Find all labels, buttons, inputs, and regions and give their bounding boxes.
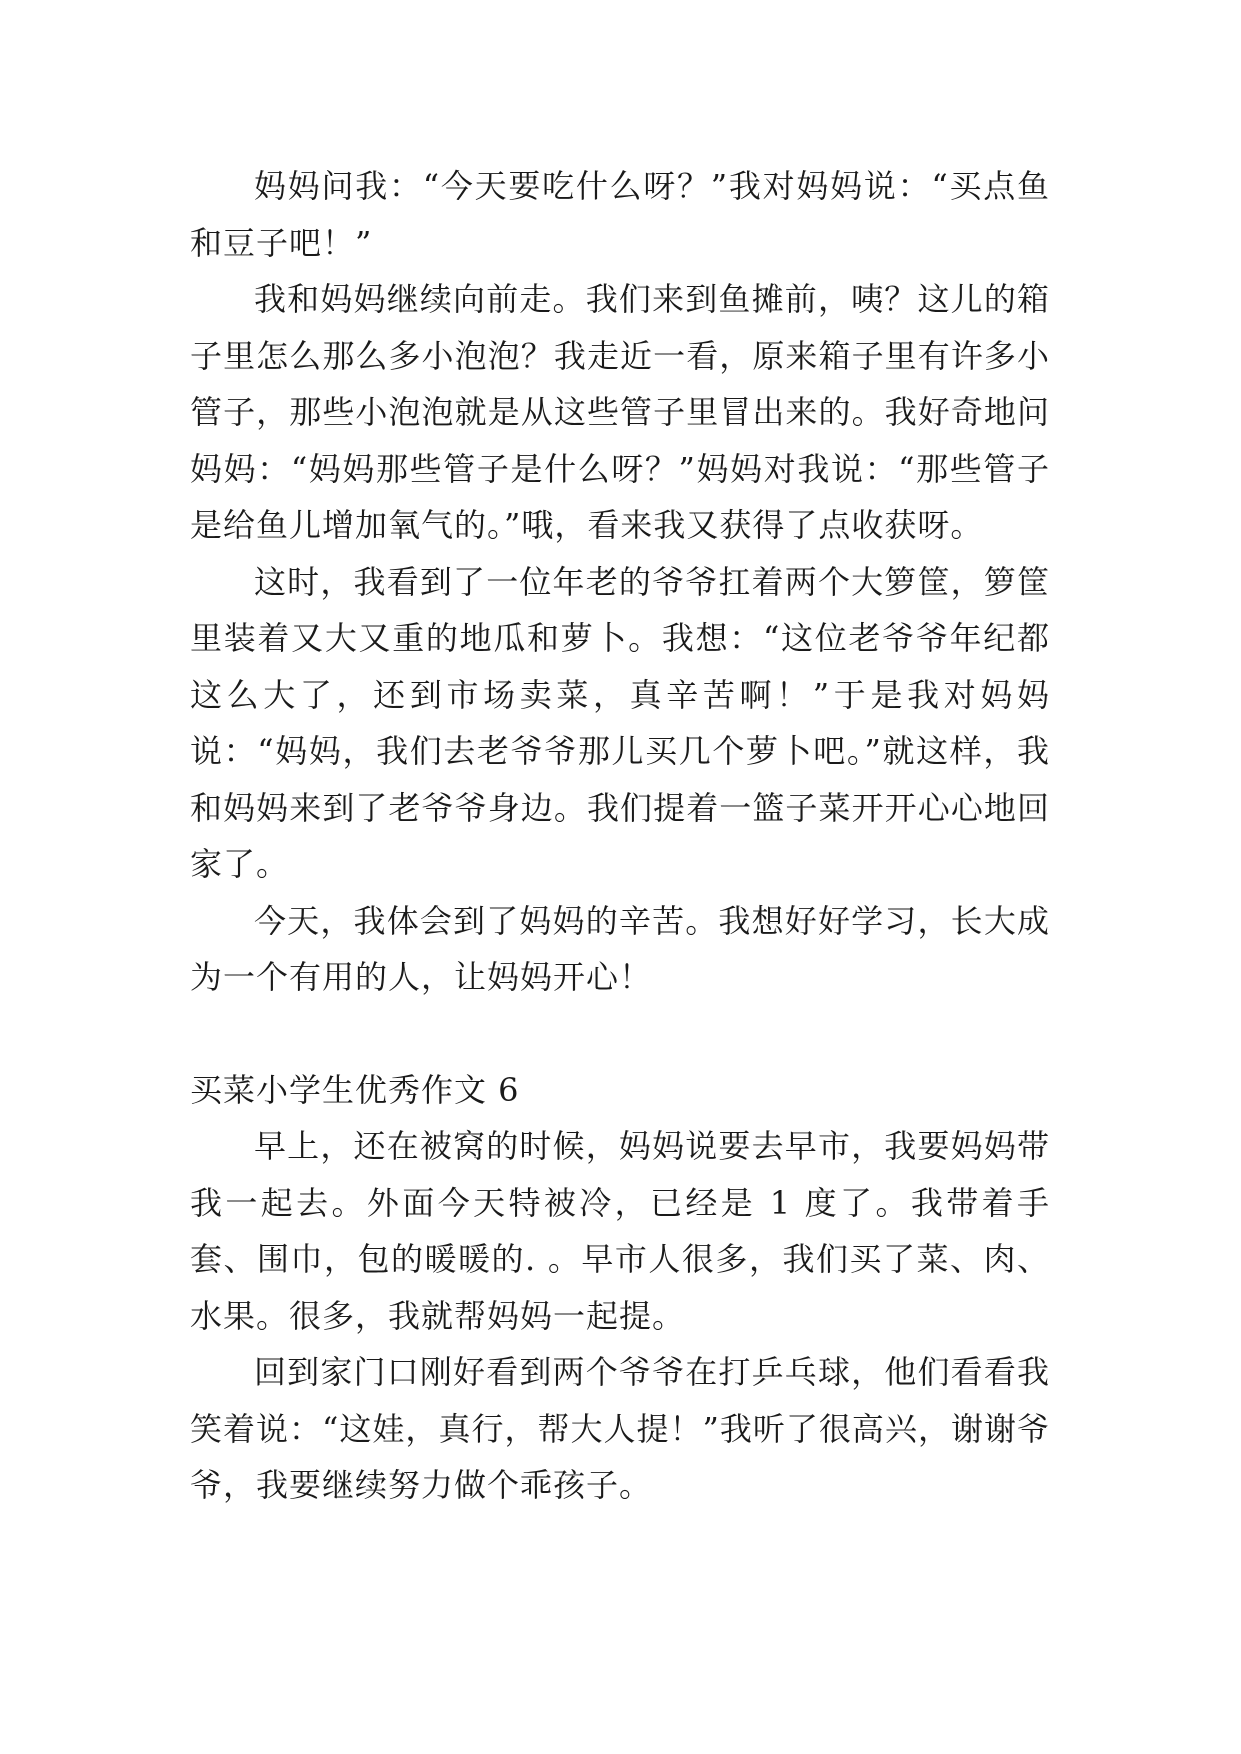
paragraph-conclusion: 今天，我体会到了妈妈的辛苦。我想好好学习，长大成为一个有用的人，让妈妈开心！ xyxy=(190,901,1050,996)
paragraph-mom-asks: 妈妈问我：“今天要吃什么呀？”我对妈妈说：“买点鱼和豆子吧！” xyxy=(190,167,1050,262)
section-title: 买菜小学生优秀作文 6 xyxy=(190,1070,520,1109)
paragraph-fish-stall: 我和妈妈继续向前走。我们来到鱼摊前，咦？这儿的箱子里怎么那么多小泡泡？我走近一看，原来箱子里有许多小管子，那些小泡泡就是从这些管子里冒出来的。我好奇地问妈妈：“妈妈那些管子是什么呀？”妈妈对我说：“那些管子是给鱼儿增加氧气的。”哦，看来我又获得了点收获呀。 xyxy=(190,280,1050,544)
paragraph-ping-pong: 回到家门口刚好看到两个爷爷在打乒乓球，他们看看我笑着说：“这娃，真行，帮大人提！”我听了很高兴，谢谢爷爷，我要继续努力做个乖孩子。 xyxy=(190,1353,1050,1504)
paragraph-old-grandpa: 这时，我看到了一位年老的爷爷扛着两个大箩筐，箩筐里装着又大又重的地瓜和萝卜。我想：“这位老爷爷年纪都这么大了，还到市场卖菜，真辛苦啊！”于是我对妈妈说：“妈妈，我们去老爷爷那儿买几个萝卜吧。”就这样，我和妈妈来到了老爷爷身边。我们提着一篮子菜开开心心地回家了。 xyxy=(190,562,1050,883)
document-body xyxy=(190,158,1050,1514)
paragraph-morning-market: 早上，还在被窝的时候，妈妈说要去早市，我要妈妈带我一起去。外面今天特被冷，已经是 1 度了。我带着手套、围巾，包的暖暖的. 。早市人很多，我们买了菜、肉、水果。很多，我就帮妈妈一起提。 xyxy=(190,1127,1050,1335)
